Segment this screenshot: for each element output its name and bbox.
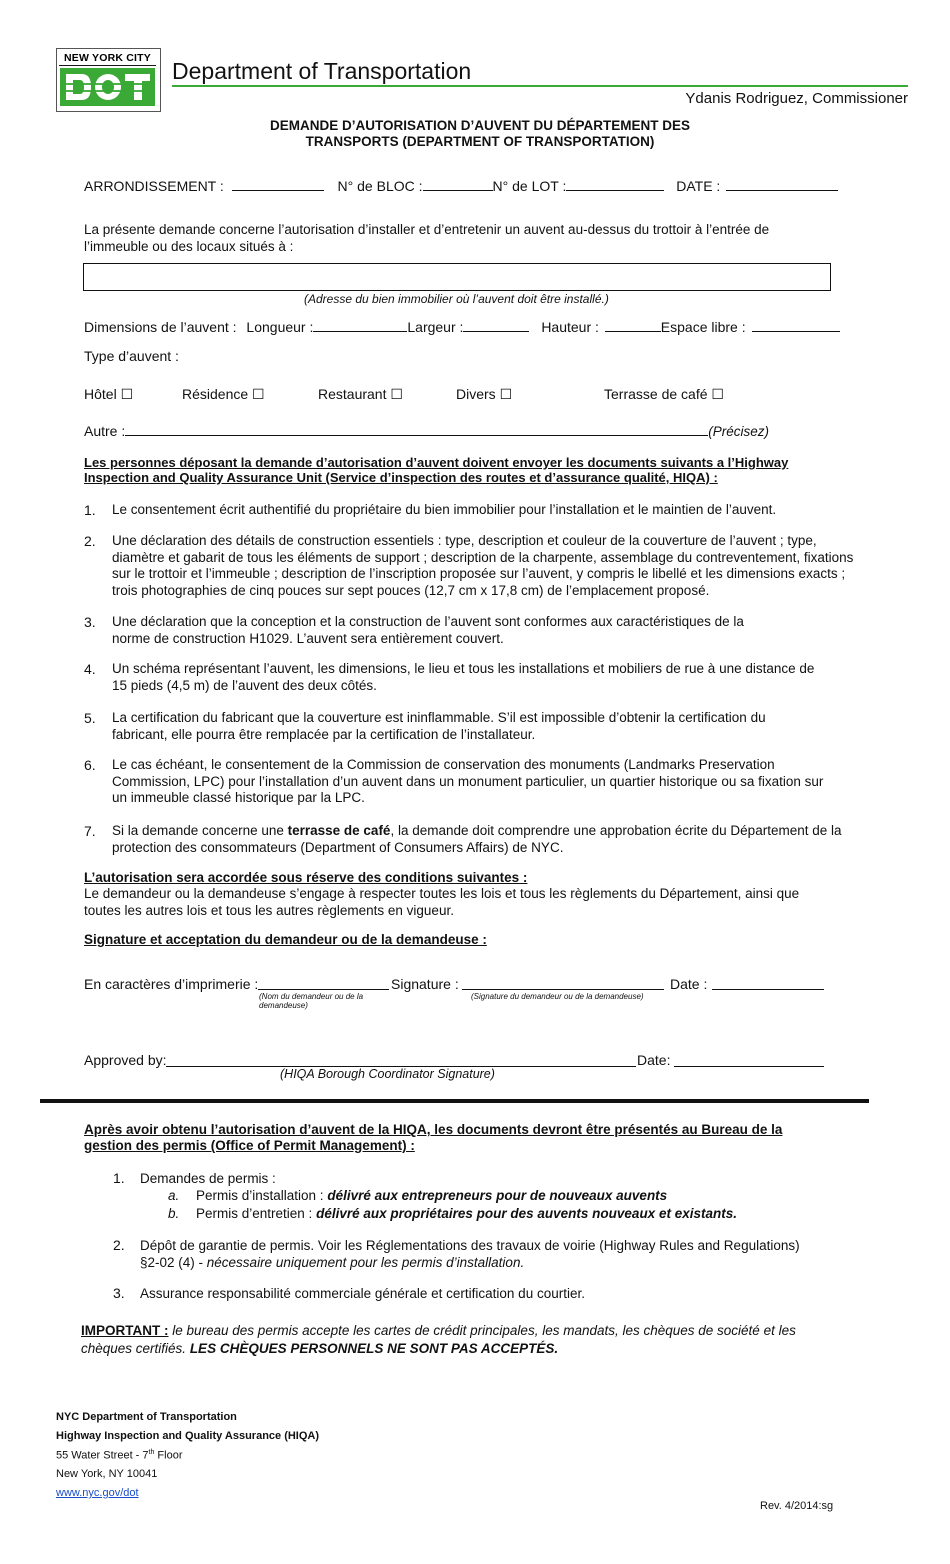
largeur-field[interactable]	[463, 319, 529, 332]
after-heading-line1: Après avoir obtenu l’autorisation d’auvent de la HIQA, les documents devront être présentés au Bureau de la	[84, 1122, 783, 1137]
hauteur-field[interactable]	[605, 319, 661, 332]
sub-letter-b: b.	[168, 1206, 180, 1221]
conditions-text: Le demandeur ou la demandeuse s’engage à respecter toutes les lois et tous les règlements du Département, ainsi que toutes les autres lois et tous les autres règlements en vigueur.	[84, 886, 800, 918]
department-title: Department of Transportation	[172, 58, 472, 84]
bloc-field[interactable]	[423, 178, 493, 191]
requirement-item-3: Une déclaration que la conception et la construction de l’auvent sont conformes aux caractéristiques de la norme de construction H1029. L’auvent sera entièrement couvert.	[112, 614, 744, 646]
lot-field[interactable]	[566, 178, 664, 191]
important-line1: IMPORTANT : le bureau des permis accepte les cartes de crédit principales, les mandats, les chèques de société et les	[81, 1323, 796, 1338]
autre-row	[84, 423, 769, 439]
type-option-terrasse[interactable]: Terrasse de café ☐	[604, 386, 724, 402]
footer-street: 55 Water Street - 7th Floor	[56, 1449, 183, 1462]
checkbox-icon[interactable]: ☐	[120, 386, 134, 402]
espace-field[interactable]	[752, 319, 840, 332]
approved-by-label: Approved by:	[84, 1052, 167, 1068]
requirements-heading-line2: Inspection and Quality Assurance Unit (Service d’inspection des routes et d’assurance qualité, HIQA) :	[84, 470, 718, 485]
after-item-1: Demandes de permis :	[140, 1171, 276, 1186]
item-number: 6.	[84, 757, 96, 773]
hauteur-label: Hauteur :	[541, 319, 599, 335]
longueur-label: Longueur :	[246, 319, 314, 335]
requirement-item-1: Le consentement écrit authentifié du propriétaire du bien immobilier pour l’installation et le maintien de l’auvent.	[112, 502, 777, 517]
largeur-label: Largeur :	[407, 319, 464, 335]
requirements-heading-line1: Les personnes déposant la demande d’autorisation d’auvent doivent envoyer les documents suivants a l’Highway	[84, 455, 789, 470]
after-item-3: Assurance responsabilité commerciale générale et certification du courtier.	[140, 1286, 585, 1301]
bloc-label: N° de BLOC :	[337, 178, 423, 194]
footer-org1: NYC Department of Transportation	[56, 1411, 237, 1423]
item-number: 3.	[84, 614, 96, 630]
intro-line1: La présente demande concerne l’autorisation d’installer et d’entretenir un auvent au-dessus du trottoir à l’entrée de	[84, 222, 770, 237]
longueur-field[interactable]	[313, 319, 407, 332]
intro-line2: l’immeuble ou des locaux situés à :	[84, 239, 294, 254]
footer-city: New York, NY 10041	[56, 1468, 158, 1480]
after-item-number: 2.	[113, 1237, 125, 1253]
after-item-2-line2: §2-02 (4) - nécessaire uniquement pour les permis d’installation.	[140, 1255, 525, 1270]
approved-date-field[interactable]	[674, 1066, 824, 1067]
header-fields-row	[84, 178, 838, 194]
precisez-caption: (Précisez)	[708, 424, 770, 439]
item-number: 4.	[84, 661, 96, 677]
address-caption: (Adresse du bien immobilier où l’auvent doit être installé.)	[304, 292, 609, 306]
nyc-dot-logo	[56, 48, 161, 112]
logo-city-text: NEW YORK CITY	[59, 51, 156, 66]
item-number: 1.	[84, 502, 96, 518]
commissioner-name: Ydanis Rodriguez, Commissioner	[685, 90, 908, 107]
type-option-residence[interactable]: Résidence ☐	[182, 386, 265, 402]
lot-label: N° de LOT :	[492, 178, 567, 194]
signature-label: Signature :	[391, 976, 459, 992]
section-divider	[40, 1099, 869, 1103]
footer-website-link[interactable]: www.nyc.gov/dot	[56, 1487, 139, 1499]
espace-label: Espace libre :	[660, 319, 746, 335]
type-label: Type d’auvent :	[84, 348, 179, 364]
approved-by-caption: (HIQA Borough Coordinator Signature)	[280, 1067, 495, 1081]
arrondissement-field[interactable]	[232, 178, 324, 191]
print-name-field[interactable]	[258, 989, 389, 990]
signature-caption: (Signature du demandeur ou de la demandeuse)	[471, 992, 644, 1001]
after-heading-line2: gestion des permis (Office of Permit Management) :	[84, 1138, 415, 1153]
item-number: 2.	[84, 533, 96, 549]
signature-date-field[interactable]	[712, 989, 824, 990]
requirement-item-4: Un schéma représentant l’auvent, les dimensions, le lieu et tous les installations et mobiliers de rue à une distance de 15 pieds (4,5 m) de l’auvent des deux côtés.	[112, 661, 815, 693]
autre-label: Autre :	[84, 423, 126, 439]
sub-item-b: Permis d’entretien : délivré aux propriétaires pour des auvents nouveaux et existants.	[196, 1206, 737, 1221]
type-option-hotel[interactable]: Hôtel ☐	[84, 386, 134, 402]
address-input[interactable]	[83, 263, 831, 291]
revision-label: Rev. 4/2014:sg	[760, 1500, 834, 1512]
important-line2: chèques certifiés. LES CHÈQUES PERSONNELS NE SONT PAS ACCEPTÉS.	[81, 1341, 559, 1356]
header-divider	[172, 85, 908, 87]
type-option-divers[interactable]: Divers ☐	[456, 386, 513, 402]
checkbox-icon[interactable]: ☐	[499, 386, 513, 402]
date-field[interactable]	[726, 178, 838, 191]
item-number: 5.	[84, 710, 96, 726]
signature-field[interactable]	[462, 989, 664, 990]
dimensions-row	[84, 319, 840, 335]
form-title-line1: DEMANDE D’AUTORISATION D’AUVENT DU DÉPARTEMENT DES	[269, 118, 691, 133]
sub-item-a: Permis d’installation : délivré aux entrepreneurs pour de nouveaux auvents	[196, 1188, 668, 1203]
requirement-item-5: La certification du fabricant que la couverture est ininflammable. S’il est impossible d’obtenir la certification du fabricant, elle pourra être remplacée par la certification de l’installateur.	[112, 710, 766, 742]
checkbox-icon[interactable]: ☐	[252, 386, 265, 402]
sub-letter-a: a.	[168, 1188, 180, 1203]
autre-field[interactable]	[125, 423, 708, 436]
arrondissement-label: ARRONDISSEMENT :	[84, 178, 224, 194]
conditions-heading: L’autorisation sera accordée sous réserve des conditions suivantes :	[84, 870, 528, 885]
date-label: DATE :	[676, 178, 721, 194]
print-name-label: En caractères d’imprimerie :	[84, 976, 259, 992]
checkbox-icon[interactable]: ☐	[390, 386, 403, 402]
approved-date-label: Date:	[637, 1052, 671, 1068]
type-option-restaurant[interactable]: Restaurant ☐	[318, 386, 403, 402]
print-name-caption: (Nom du demandeur ou de la demandeuse)	[259, 992, 364, 1010]
after-item-2-line1: Dépôt de garantie de permis. Voir les Réglementations des travaux de voirie (Highway Rules and Regulations)	[140, 1238, 800, 1253]
item-number: 7.	[84, 823, 96, 839]
after-item-number: 1.	[113, 1170, 125, 1186]
dimensions-label: Dimensions de l’auvent :	[84, 319, 237, 335]
requirement-item-2: Une déclaration des détails de construction essentiels : type, description et couleur de la couverture de l’auvent ; type, diamètre et gabarit de tous les éléments de support ; description de la charpente, assemblage du contreventement, fixations sur le trottoir et l’immeuble ; description de l’inscription proposée sur l’auvent, y compris le libellé et les dimensions exacts ; trois photographies de cinq pouces sur sept pouces (12,7 cm x 17,8 cm) de l’emplacement proposé.	[112, 533, 854, 598]
requirement-item-6: Le cas échéant, le consentement de la Commission de conservation des monuments (Landmarks Preservation Commission, LPC) pour l’installation d’un auvent dans un monument particulier, un quartier historique ou sa fixation sur un immeuble classé historique par la LPC.	[112, 757, 824, 805]
after-item-number: 3.	[113, 1285, 125, 1301]
form-title-line2: TRANSPORTS (DEPARTMENT OF TRANSPORTATION)	[305, 134, 655, 149]
signature-heading: Signature et acceptation du demandeur ou de la demandeuse :	[84, 932, 487, 947]
signature-date-label: Date :	[670, 976, 708, 992]
dot-logo-icon	[60, 68, 155, 106]
requirement-item-7: Si la demande concerne une terrasse de café, la demande doit comprendre une approbation écrite du Département de la protection des consommateurs (Department of Consumers Affairs) de NYC.	[112, 823, 842, 855]
checkbox-icon[interactable]: ☐	[711, 386, 724, 402]
footer-org2: Highway Inspection and Quality Assurance (HIQA)	[56, 1430, 320, 1442]
